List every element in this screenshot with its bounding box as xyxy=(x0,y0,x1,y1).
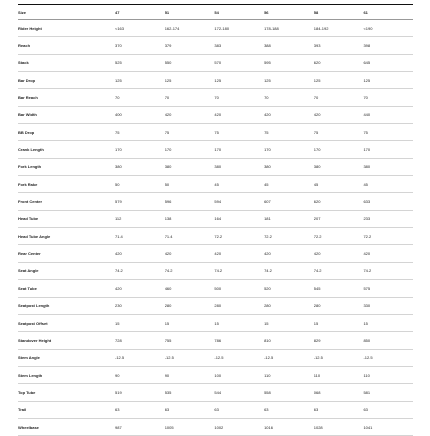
table-row xyxy=(18,106,413,123)
table-cell: 581 xyxy=(363,384,413,401)
table-cell: 50 xyxy=(115,176,165,193)
table-cell: 45 xyxy=(314,176,364,193)
table-cell: 230 xyxy=(115,297,165,314)
table-cell: 74.2 xyxy=(165,262,215,279)
table-cell: 810 xyxy=(264,332,314,349)
table-cell: 75 xyxy=(214,124,264,141)
table-cell: 420 xyxy=(363,245,413,262)
table-cell: 45 xyxy=(363,176,413,193)
table-cell: 280 xyxy=(214,297,264,314)
row-label: Bar Width xyxy=(18,106,115,123)
geometry-table-container xyxy=(18,4,413,436)
row-label: Bar Drop xyxy=(18,72,115,89)
table-cell: -12.5 xyxy=(314,349,364,366)
table-cell: 170 xyxy=(264,141,314,158)
table-cell: 110 xyxy=(363,366,413,383)
table-body xyxy=(18,20,413,436)
table-cell: 207 xyxy=(314,210,364,227)
table-cell: 393 xyxy=(314,37,364,54)
table-cell: 525 xyxy=(115,54,165,71)
table-cell: 233 xyxy=(363,210,413,227)
table-cell: 987 xyxy=(115,418,165,435)
table-cell: 74.2 xyxy=(264,262,314,279)
table-cell: 1002 xyxy=(214,418,264,435)
table-cell: 63 xyxy=(264,401,314,418)
table-cell: 15 xyxy=(214,314,264,331)
table-cell: 500 xyxy=(214,280,264,297)
table-row xyxy=(18,384,413,401)
table-cell: 645 xyxy=(363,54,413,71)
table-cell: 90 xyxy=(165,366,215,383)
table-header-row xyxy=(18,5,413,20)
table-cell: 460 xyxy=(165,280,215,297)
column-header-size: Size xyxy=(18,5,115,20)
table-cell: 75 xyxy=(314,124,364,141)
row-label: Top Tube xyxy=(18,384,115,401)
table-cell: 1028 xyxy=(314,418,364,435)
table-cell: 420 xyxy=(165,245,215,262)
table-cell: 184-192 xyxy=(314,20,364,37)
table-cell: 1005 xyxy=(165,418,215,435)
table-cell: -12.5 xyxy=(363,349,413,366)
table-cell: 125 xyxy=(115,72,165,89)
row-label: Bar Reach xyxy=(18,89,115,106)
row-label: BB Drop xyxy=(18,124,115,141)
table-cell: 181 xyxy=(264,210,314,227)
row-label: Head Tube Angle xyxy=(18,228,115,245)
table-cell: 72.2 xyxy=(264,228,314,245)
table-cell: 1041 xyxy=(363,418,413,435)
table-cell: 594 xyxy=(214,193,264,210)
table-cell: 63 xyxy=(314,401,364,418)
column-header-51: 51 xyxy=(165,5,215,20)
table-cell: 420 xyxy=(264,245,314,262)
table-cell: 74.2 xyxy=(363,262,413,279)
table-cell: 280 xyxy=(314,297,364,314)
geometry-table xyxy=(18,4,413,436)
row-label: Seat Tube xyxy=(18,280,115,297)
table-cell: 70 xyxy=(165,89,215,106)
table-row xyxy=(18,332,413,349)
table-cell: 596 xyxy=(165,193,215,210)
column-header-47: 47 xyxy=(115,5,165,20)
row-label: Rider Height xyxy=(18,20,115,37)
row-label: Crank Length xyxy=(18,141,115,158)
table-cell: 172-180 xyxy=(214,20,264,37)
table-row xyxy=(18,228,413,245)
table-cell: 400 xyxy=(115,106,165,123)
table-cell: 755 xyxy=(165,332,215,349)
table-cell: 440 xyxy=(363,106,413,123)
row-label: Seatpost Offset xyxy=(18,314,115,331)
column-header-56: 56 xyxy=(264,5,314,20)
table-cell: 170 xyxy=(115,141,165,158)
table-cell: <190 xyxy=(363,20,413,37)
table-cell: 420 xyxy=(314,106,364,123)
table-cell: 170 xyxy=(165,141,215,158)
table-cell: 74.2 xyxy=(214,262,264,279)
table-row xyxy=(18,158,413,175)
table-cell: 380 xyxy=(363,158,413,175)
table-cell: 75 xyxy=(363,124,413,141)
table-cell: 170 xyxy=(214,141,264,158)
table-cell: 380 xyxy=(115,158,165,175)
table-cell: 280 xyxy=(165,297,215,314)
table-cell: 535 xyxy=(165,384,215,401)
row-label: Front Center xyxy=(18,193,115,210)
table-cell: 15 xyxy=(363,314,413,331)
table-cell: 125 xyxy=(264,72,314,89)
table-cell: 620 xyxy=(314,54,364,71)
table-cell: 164 xyxy=(214,210,264,227)
table-row xyxy=(18,418,413,435)
table-cell: 45 xyxy=(264,176,314,193)
table-cell: 170 xyxy=(314,141,364,158)
table-cell: 380 xyxy=(264,158,314,175)
table-cell: 620 xyxy=(314,193,364,210)
table-cell: 379 xyxy=(165,37,215,54)
table-cell: 178-188 xyxy=(264,20,314,37)
table-cell: 420 xyxy=(115,280,165,297)
table-cell: 63 xyxy=(363,401,413,418)
table-cell: 383 xyxy=(214,37,264,54)
table-cell: 15 xyxy=(165,314,215,331)
table-cell: 71.4 xyxy=(165,228,215,245)
table-cell: 72.2 xyxy=(363,228,413,245)
table-row xyxy=(18,54,413,71)
table-row xyxy=(18,366,413,383)
table-cell: 786 xyxy=(214,332,264,349)
table-cell: 63 xyxy=(214,401,264,418)
row-label: Stack xyxy=(18,54,115,71)
table-cell: 125 xyxy=(363,72,413,89)
table-cell: 70 xyxy=(214,89,264,106)
table-cell: 170 xyxy=(363,141,413,158)
table-cell: 112 xyxy=(115,210,165,227)
table-cell: 420 xyxy=(214,245,264,262)
table-cell: 74.2 xyxy=(314,262,364,279)
table-cell: 75 xyxy=(264,124,314,141)
table-cell: 633 xyxy=(363,193,413,210)
table-row xyxy=(18,280,413,297)
table-cell: 162-174 xyxy=(165,20,215,37)
table-row xyxy=(18,401,413,418)
table-cell: 50 xyxy=(165,176,215,193)
table-cell: 72.2 xyxy=(214,228,264,245)
table-cell: 70 xyxy=(115,89,165,106)
table-cell: -12.5 xyxy=(214,349,264,366)
table-row xyxy=(18,349,413,366)
row-label: Standover Height xyxy=(18,332,115,349)
table-cell: 380 xyxy=(165,158,215,175)
row-label: Head Tube xyxy=(18,210,115,227)
table-cell: 138 xyxy=(165,210,215,227)
table-cell: 558 xyxy=(264,384,314,401)
table-cell: 420 xyxy=(214,106,264,123)
table-cell: 1016 xyxy=(264,418,314,435)
table-cell: 45 xyxy=(214,176,264,193)
table-row xyxy=(18,20,413,37)
table-cell: 544 xyxy=(214,384,264,401)
table-cell: 70 xyxy=(314,89,364,106)
row-label: Stem Length xyxy=(18,366,115,383)
table-row xyxy=(18,124,413,141)
table-cell: -12.5 xyxy=(165,349,215,366)
row-label: Reach xyxy=(18,37,115,54)
table-cell: 74.2 xyxy=(115,262,165,279)
table-cell: 607 xyxy=(264,193,314,210)
table-cell: 850 xyxy=(363,332,413,349)
table-cell: 63 xyxy=(165,401,215,418)
column-header-58: 58 xyxy=(314,5,364,20)
table-cell: 110 xyxy=(264,366,314,383)
row-label: Seat Angle xyxy=(18,262,115,279)
table-row xyxy=(18,89,413,106)
table-cell: 330 xyxy=(363,297,413,314)
table-cell: 068 xyxy=(314,384,364,401)
table-cell: 70 xyxy=(363,89,413,106)
table-cell: 72.2 xyxy=(314,228,364,245)
table-row xyxy=(18,262,413,279)
table-cell: 125 xyxy=(165,72,215,89)
row-label: Fork Rake xyxy=(18,176,115,193)
row-label: Seatpost Length xyxy=(18,297,115,314)
table-cell: 75 xyxy=(115,124,165,141)
table-cell: 388 xyxy=(264,37,314,54)
table-cell: 15 xyxy=(314,314,364,331)
table-cell: 15 xyxy=(264,314,314,331)
table-cell: -12.5 xyxy=(264,349,314,366)
table-cell: 125 xyxy=(214,72,264,89)
table-cell: 280 xyxy=(264,297,314,314)
table-cell: 579 xyxy=(115,193,165,210)
table-cell: 575 xyxy=(363,280,413,297)
table-cell: 370 xyxy=(115,37,165,54)
table-cell: -12.5 xyxy=(115,349,165,366)
table-row xyxy=(18,210,413,227)
table-row xyxy=(18,245,413,262)
table-row xyxy=(18,314,413,331)
row-label: Fork Length xyxy=(18,158,115,175)
table-cell: 520 xyxy=(264,280,314,297)
table-cell: 380 xyxy=(314,158,364,175)
row-label: Stem Angle xyxy=(18,349,115,366)
table-row xyxy=(18,141,413,158)
table-cell: 595 xyxy=(264,54,314,71)
table-cell: 545 xyxy=(314,280,364,297)
table-cell: 100 xyxy=(214,366,264,383)
table-cell: <163 xyxy=(115,20,165,37)
table-row xyxy=(18,193,413,210)
row-label: Wheelbase xyxy=(18,418,115,435)
table-row xyxy=(18,72,413,89)
row-label: Rear Center xyxy=(18,245,115,262)
table-cell: 829 xyxy=(314,332,364,349)
table-cell: 90 xyxy=(115,366,165,383)
table-row xyxy=(18,37,413,54)
table-cell: 420 xyxy=(115,245,165,262)
table-cell: 420 xyxy=(264,106,314,123)
table-cell: 420 xyxy=(314,245,364,262)
table-cell: 125 xyxy=(314,72,364,89)
table-cell: 550 xyxy=(165,54,215,71)
table-cell: 728 xyxy=(115,332,165,349)
table-cell: 519 xyxy=(115,384,165,401)
table-cell: 380 xyxy=(214,158,264,175)
table-cell: 570 xyxy=(214,54,264,71)
row-label: Trail xyxy=(18,401,115,418)
table-cell: 63 xyxy=(115,401,165,418)
column-header-54: 54 xyxy=(214,5,264,20)
table-cell: 75 xyxy=(165,124,215,141)
table-row xyxy=(18,297,413,314)
table-cell: 15 xyxy=(115,314,165,331)
table-cell: 70 xyxy=(264,89,314,106)
table-cell: 71.4 xyxy=(115,228,165,245)
table-cell: 398 xyxy=(363,37,413,54)
table-cell: 110 xyxy=(314,366,364,383)
table-row xyxy=(18,176,413,193)
table-cell: 420 xyxy=(165,106,215,123)
column-header-61: 61 xyxy=(363,5,413,20)
